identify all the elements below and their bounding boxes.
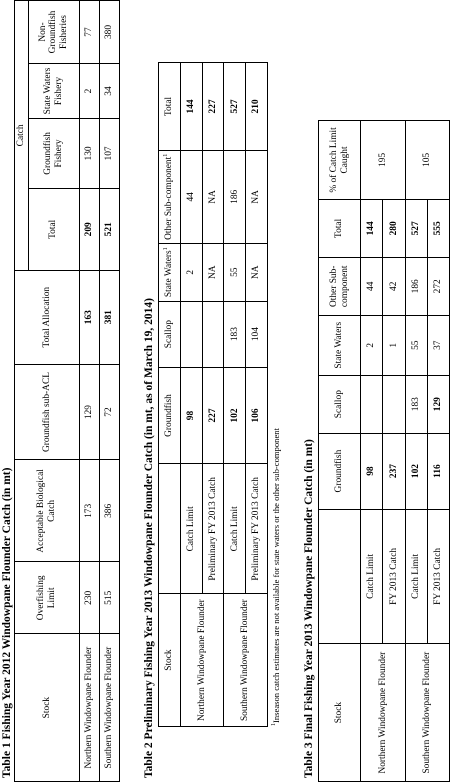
table2-cell: 44: [180, 150, 202, 243]
table3-header-scallop: Scallop: [319, 375, 361, 433]
table2-cell: NA: [246, 243, 268, 301]
table2-cell: 144: [180, 63, 202, 151]
footnote-mark: 1: [163, 247, 170, 251]
table-row: [361, 121, 383, 782]
table2-cell: Preliminary FY 2013 Catch: [246, 464, 268, 594]
table3-cell: 237: [383, 433, 405, 509]
table1-cell: 107: [99, 118, 119, 188]
table2-cell: NA: [246, 150, 268, 243]
table3-cell: Catch Limit: [361, 509, 383, 644]
table3-cell: 1: [383, 315, 405, 375]
table3-cell: FY 2013 Catch: [427, 509, 449, 644]
table2-header-other-sub-label: Other Sub-component: [164, 156, 175, 240]
table2-footnote: [271, 428, 281, 726]
table2-cell: [180, 301, 202, 367]
table3-cell: FY 2013 Catch: [383, 509, 405, 644]
table2-cell: NA: [202, 150, 224, 243]
table3-header-other-sub: Other Sub-component: [319, 257, 361, 315]
table1-header-non-groundfish: Non-Groundfish Fisheries: [28, 1, 79, 64]
table3-cell: [383, 375, 405, 433]
table2-footnote-text: Inseason catch estimates are not available for state waters or the other sub-component: [271, 428, 281, 723]
table1-header-state-waters: State Waters Fishery: [28, 64, 79, 119]
table1-cell: 521: [99, 188, 119, 270]
table1-header-stock: Stock: [15, 634, 80, 782]
table2-cell: 2: [180, 243, 202, 301]
table1-cell: 72: [99, 364, 119, 460]
table2-header-stock: Stock: [159, 594, 181, 727]
table3-cell: 527: [405, 199, 427, 257]
table1: [14, 0, 120, 782]
table2-caption: Table 2 Preliminary Fishing Year 2013 Windowpane Flounder Catch (in mt, as of March 19, 2014): [143, 298, 155, 778]
table2-header-blank: [159, 464, 181, 594]
table2-cell: 98: [180, 367, 202, 464]
table1-cell: 129: [79, 364, 99, 460]
table3-cell: 186: [405, 257, 427, 315]
table1-header-ofl: Overfishing Limit: [15, 562, 80, 634]
table1-cell: 230: [79, 562, 99, 634]
table1-header-abc: Acceptable Biological Catch: [15, 460, 80, 562]
table1-caption: Table 1 Fishing Year 2012 Windowpane Flounder Catch (in mt): [1, 467, 13, 778]
table3-stock-northern: Northern Windowpane Flounder: [361, 644, 406, 782]
table3-pct-northern: 195: [361, 121, 406, 200]
table3-caption: Table 3 Final Fishing Year 2013 Windowpane Flounder Catch (in mt): [303, 439, 315, 778]
table3-header-total: Total: [319, 199, 361, 257]
table3-cell: 2: [361, 315, 383, 375]
table1-cell: 130: [79, 118, 99, 188]
footnote-mark: 1: [163, 153, 170, 157]
table1-cell: 380: [99, 1, 119, 64]
table2: [158, 62, 268, 727]
table3-cell: 102: [405, 433, 427, 509]
table1-cell: Northern Windowpane Flounder: [79, 634, 99, 782]
table2-cell: Preliminary FY 2013 Catch: [202, 464, 224, 594]
table1-cell: 2: [79, 64, 99, 119]
table2-stock-southern: Southern Windowpane Flounder: [224, 594, 268, 727]
table3-cell: 144: [361, 199, 383, 257]
table-row: [99, 1, 119, 782]
table2-cell: 183: [224, 301, 246, 367]
table3-cell: 44: [361, 257, 383, 315]
table1-header-sub-acl: Groundfish sub-ACL: [15, 364, 80, 460]
table2-cell: 227: [202, 367, 224, 464]
table2-header-other-sub: [159, 150, 181, 243]
table1-cell: 173: [79, 460, 99, 562]
footnote-mark: 1: [271, 723, 278, 726]
table3-cell: [361, 375, 383, 433]
table2-cell: 104: [246, 301, 268, 367]
table3-header-pct-caught: % of Catch Limit Caught: [319, 121, 361, 200]
table2-cell: [202, 301, 224, 367]
table1-cell: 163: [79, 270, 99, 364]
table3-cell: 55: [405, 315, 427, 375]
table3-cell: 37: [427, 315, 449, 375]
table1-cell: 77: [79, 1, 99, 64]
table2-header-state-waters-label: State Waters: [164, 250, 175, 298]
table1-header-total-allocation: Total Allocation: [15, 270, 80, 364]
table3-cell: 129: [427, 375, 449, 433]
table2-cell: 210: [246, 63, 268, 151]
table2-cell: Catch Limit: [224, 464, 246, 594]
table3-pct-southern: 105: [405, 121, 450, 200]
table3: [318, 120, 450, 782]
table-row: [224, 63, 246, 727]
table3-header-groundfish: Groundfish: [319, 433, 361, 509]
table2-cell: 106: [246, 367, 268, 464]
table1-cell: 381: [99, 270, 119, 364]
table1-header-total: Total: [28, 188, 79, 270]
table3-cell: 272: [427, 257, 449, 315]
table2-cell: 102: [224, 367, 246, 464]
table3-cell: Catch Limit: [405, 509, 427, 644]
table3-cell: 116: [427, 433, 449, 509]
table1-cell: 209: [79, 188, 99, 270]
table-row: [405, 121, 427, 782]
table3-header-blank: [319, 509, 361, 644]
table3-header-state-waters: State Waters: [319, 315, 361, 375]
table1-cell: 386: [99, 460, 119, 562]
table3-cell: 42: [383, 257, 405, 315]
table3-cell: 555: [427, 199, 449, 257]
table2-header-groundfish: Groundfish: [159, 367, 181, 464]
table2-cell: 186: [224, 150, 246, 243]
table1-cell: Southern Windowpane Flounder: [99, 634, 119, 782]
table3-cell: 98: [361, 433, 383, 509]
table-row: [79, 1, 99, 782]
table2-header-total: Total: [159, 63, 181, 151]
table2-cell: 227: [202, 63, 224, 151]
table1-header-groundfish-fishery: Groundfish Fishery: [28, 118, 79, 188]
table3-cell: 183: [405, 375, 427, 433]
table3-header-stock: Stock: [319, 644, 361, 782]
table2-stock-northern: Northern Windowpane Flounder: [180, 594, 224, 727]
table3-cell: 280: [383, 199, 405, 257]
table1-header-catch: Catch: [15, 1, 29, 271]
table2-cell: 55: [224, 243, 246, 301]
table1-cell: 34: [99, 64, 119, 119]
table3-stock-southern: Southern Windowpane Flounder: [405, 644, 450, 782]
table-row: [180, 63, 202, 727]
table2-header-scallop: Scallop: [159, 301, 181, 367]
table2-cell: Catch Limit: [180, 464, 202, 594]
table1-cell: 515: [99, 562, 119, 634]
table2-header-state-waters: [159, 243, 181, 301]
table2-cell: NA: [202, 243, 224, 301]
table2-cell: 527: [224, 63, 246, 151]
